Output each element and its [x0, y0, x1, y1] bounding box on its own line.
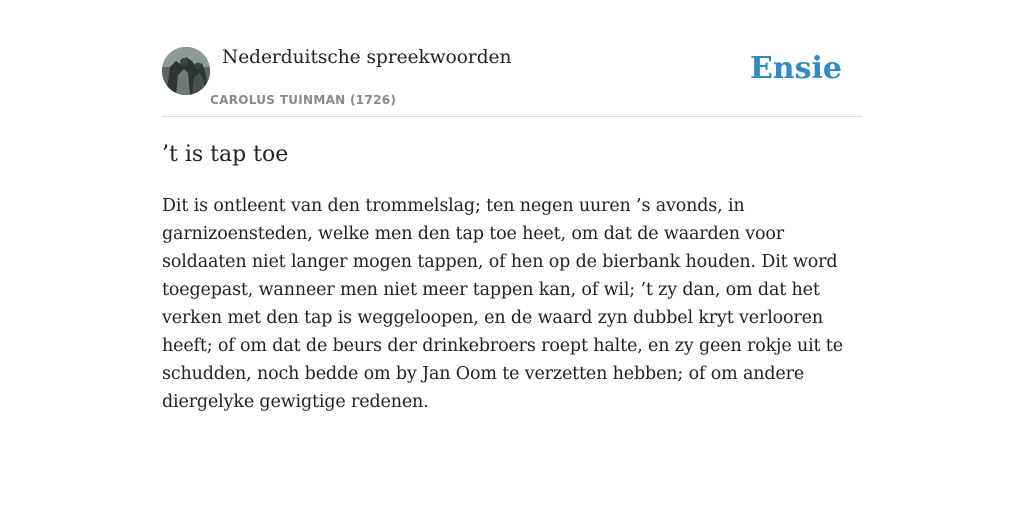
entry-paragraph: Dit is ontleent van den trommelslag; ten negen uuren ’s avonds, in garnizoensteden, welke men den tap toe heet, om dat de waarden voor soldaaten niet langer mogen tappen, of hen op de bierbank houden. Dit word toegepast, wanneer men niet meer tappen kan, of wil; ’t zy dan, om dat het verken met den tap is weggeloopen, en de waard zyn dubbel kryt verlooren heeft; of om dat de beurs der drinkebroers roept halte, en zy geen rokje uit te schudden, noch bedde om by Jan Oom te verzetten hebben; of om andere diergelyke gewigtige redenen.	[162, 196, 843, 412]
entry-body	[162, 192, 862, 416]
author-label[interactable]: CAROLUS TUINMAN (1726)	[210, 93, 397, 107]
entry-header	[162, 46, 862, 117]
entry-title: ’t is tap toe	[162, 142, 289, 167]
brand-logo[interactable]: Ensie	[749, 51, 842, 86]
book-title[interactable]: Nederduitsche spreekwoorden	[222, 47, 512, 68]
statue-portrait-icon	[162, 47, 210, 95]
entry-card	[162, 46, 862, 412]
